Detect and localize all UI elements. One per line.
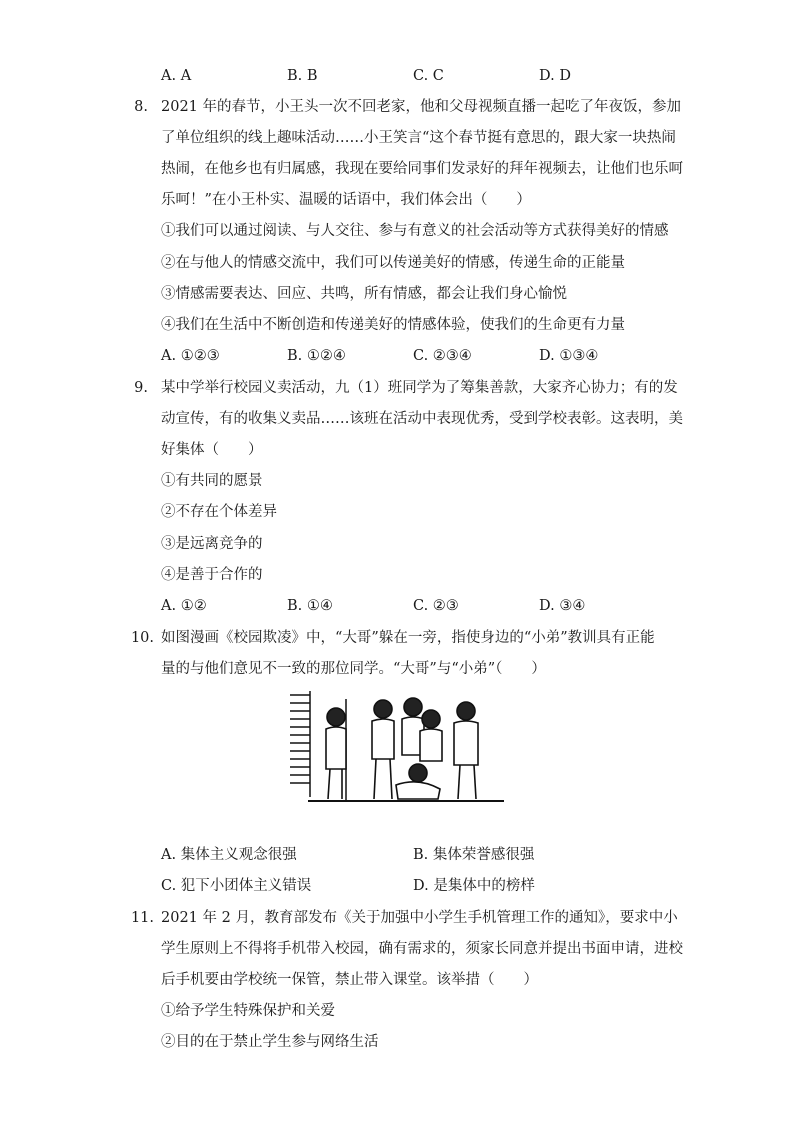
q7-option-d: D. D bbox=[539, 68, 571, 84]
q9-statement-4: ④是善于合作的 bbox=[161, 567, 263, 583]
q9-stem-line-1: 某中学举行校园义卖活动，九（1）班同学为了筹集善款，大家齐心协力；有的发 bbox=[161, 380, 678, 396]
q9-statement-3: ③是远离竞争的 bbox=[161, 536, 263, 552]
bullying-cartoon-image bbox=[288, 689, 506, 805]
q8-stem-line-3: 热闹，在他乡也有归属感，我现在要给同事们发录好的拜年视频去，让他们也乐呵 bbox=[161, 161, 683, 177]
q10-stem-line-1: 如图漫画《校园欺凌》中，“大哥”躲在一旁，指使身边的“小弟”教训具有正能 bbox=[161, 630, 655, 646]
q7-option-a: A. A bbox=[161, 68, 192, 84]
q10-number: 10. bbox=[130, 630, 154, 646]
q9-option-b: B. ①④ bbox=[287, 598, 333, 614]
q10-option-d: D. 是集体中的榜样 bbox=[413, 878, 535, 894]
q9-option-c: C. ②③ bbox=[413, 598, 459, 614]
q11-number: 11. bbox=[130, 910, 154, 926]
q8-stem-line-1: 2021 年的春节，小王头一次不回老家，他和父母视频直播一起吃了年夜饭，参加 bbox=[161, 99, 682, 115]
q8-option-a: A. ①②③ bbox=[161, 348, 220, 364]
q8-statement-2: ②在与他人的情感交流中，我们可以传递美好的情感，传递生命的正能量 bbox=[161, 255, 625, 271]
q8-statement-3: ③情感需要表达、回应、共鸣，所有情感，都会让我们身心愉悦 bbox=[161, 286, 567, 302]
q9-statement-1: ①有共同的愿景 bbox=[161, 473, 263, 489]
q10-stem-line-2: 量的与他们意见不一致的那位同学。“大哥”与“小弟”（ ） bbox=[161, 661, 546, 677]
q8-option-c: C. ②③④ bbox=[413, 348, 472, 364]
q7-option-b: B. B bbox=[287, 68, 318, 84]
q9-stem-line-3: 好集体（ ） bbox=[161, 442, 263, 458]
q11-stem-line-3: 后手机要由学校统一保管，禁止带入课堂。该举措（ ） bbox=[161, 972, 538, 988]
q11-stem-line-1: 2021 年 2 月，教育部发布《关于加强中小学生手机管理工作的通知》，要求中小 bbox=[161, 910, 678, 926]
q8-number: 8. bbox=[134, 99, 148, 115]
q10-option-c: C. 犯下小团体主义错误 bbox=[161, 878, 312, 894]
q8-stem-line-2: 了单位组织的线上趣味活动……小王笑言“这个春节挺有意思的，跟大家一块热闹 bbox=[161, 130, 676, 146]
q9-option-d: D. ③④ bbox=[539, 598, 586, 614]
q11-statement-1: ①给予学生特殊保护和关爱 bbox=[161, 1003, 335, 1019]
q9-number: 9. bbox=[134, 380, 148, 396]
q10-option-a: A. 集体主义观念很强 bbox=[161, 847, 297, 863]
q7-option-c: C. C bbox=[413, 68, 444, 84]
q8-option-b: B. ①②④ bbox=[287, 348, 346, 364]
q11-stem-line-2: 学生原则上不得将手机带入校园，确有需求的，须家长同意并提出书面申请，进校 bbox=[161, 941, 683, 957]
q10-option-b: B. 集体荣誉感很强 bbox=[413, 847, 535, 863]
q8-statement-4: ④我们在生活中不断创造和传递美好的情感体验，使我们的生命更有力量 bbox=[161, 317, 625, 333]
q8-statement-1: ①我们可以通过阅读、与人交往、参与有意义的社会活动等方式获得美好的情感 bbox=[161, 223, 669, 239]
q9-stem-line-2: 动宣传，有的收集义卖品……该班在活动中表现优秀，受到学校表彰。这表明，美 bbox=[161, 411, 683, 427]
q8-option-d: D. ①③④ bbox=[539, 348, 599, 364]
q9-option-a: A. ①② bbox=[161, 598, 207, 614]
q9-statement-2: ②不存在个体差异 bbox=[161, 504, 277, 520]
q11-statement-2: ②目的在于禁止学生参与网络生活 bbox=[161, 1034, 379, 1050]
q8-stem-line-4: 乐呵！”在小王朴实、温暖的话语中，我们体会出（ ） bbox=[161, 192, 531, 208]
